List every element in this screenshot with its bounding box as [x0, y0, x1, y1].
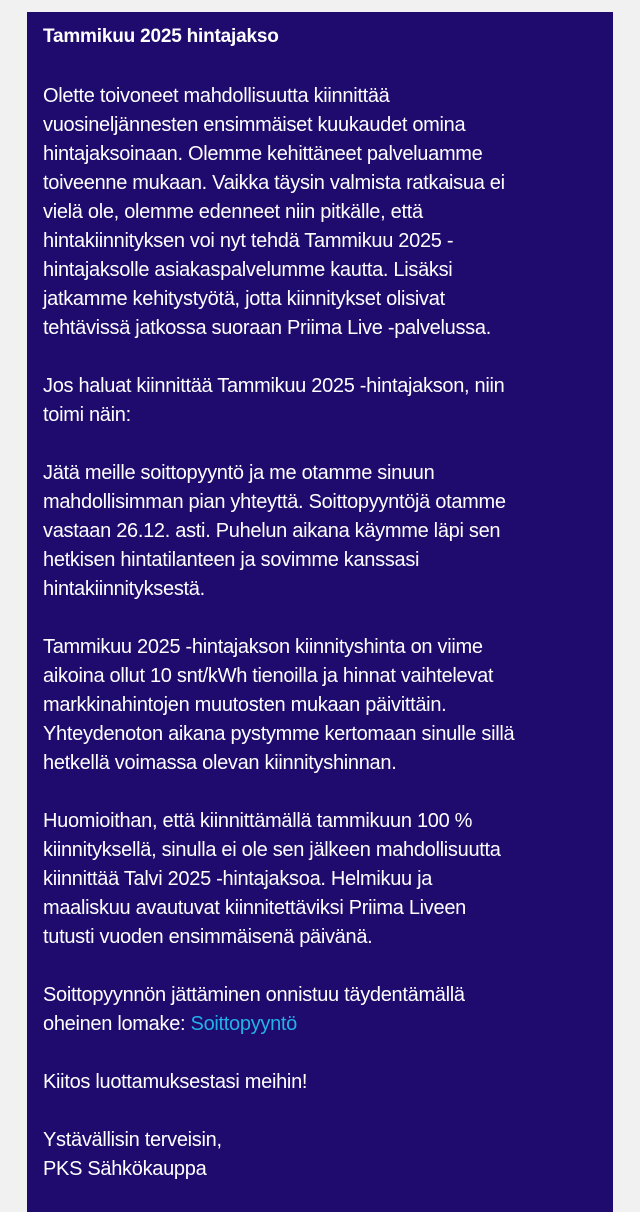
- text-line: vuosineljännesten ensimmäiset kuukaudet omina: [43, 114, 466, 136]
- text-line: toimi näin:: [43, 404, 131, 426]
- text-line: kiinnityksellä, sinulla ei ole sen jälkeen mahdollisuutta: [43, 839, 501, 861]
- text-line: mahdollisimman pian yhteyttä. Soittopyyntöjä otamme: [43, 491, 506, 513]
- text-line: Soittopyynnön jättäminen onnistuu täydentämällä: [43, 984, 465, 1006]
- text-line: aikoina ollut 10 snt/kWh tienoilla ja hinnat vaihtelevat: [43, 665, 494, 687]
- thanks-text: Kiitos luottamuksestasi meihin!: [43, 1071, 308, 1093]
- closing: [43, 1126, 613, 1184]
- text-line: maaliskuu avautuvat kiinnitettäviksi Priima Liveen: [43, 897, 466, 919]
- text-line: hintajaksoinaan. Olemme kehittäneet palveluamme: [43, 143, 483, 165]
- text-line: hintakiinnityksestä.: [43, 578, 205, 600]
- message-title: Tammikuu 2025 hintajakso: [43, 26, 279, 47]
- paragraph: [43, 807, 613, 952]
- message-panel: [27, 12, 613, 1212]
- text-line: hintajaksolle asiakaspalvelumme kautta. Lisäksi: [43, 259, 453, 281]
- text-line: vielä ole, olemme edenneet niin pitkälle, että: [43, 201, 423, 223]
- text-line: vastaan 26.12. asti. Puhelun aikana käymme läpi sen: [43, 520, 501, 542]
- text-line: Olette toivoneet mahdollisuutta kiinnittää: [43, 85, 390, 107]
- text-line: tutusti vuoden ensimmäisenä päivänä.: [43, 926, 373, 948]
- callback-request-link[interactable]: Soittopyyntö: [190, 1013, 297, 1035]
- text-line: Jätä meille soittopyyntö ja me otamme sinuun: [43, 462, 435, 484]
- greeting: Ystävällisin terveisin,: [43, 1129, 222, 1151]
- signature: PKS Sähkökauppa: [43, 1158, 207, 1180]
- form-paragraph: [43, 981, 613, 1039]
- text-line: kiinnittää Talvi 2025 -hintajaksoa. Helmikuu ja: [43, 868, 433, 890]
- text-line: hetkellä voimassa olevan kiinnityshinnan.: [43, 752, 397, 774]
- text-line: jatkamme kehitystyötä, jotta kiinnitykset olisivat: [43, 288, 445, 310]
- text-line: toiveenne mukaan. Vaikka täysin valmista ratkaisua ei: [43, 172, 505, 194]
- text-line: hintakiinnityksen voi nyt tehdä Tammikuu 2025 -: [43, 230, 454, 252]
- text-line: tehtävissä jatkossa suoraan Priima Live -palvelussa.: [43, 317, 491, 339]
- text-line: Yhteydenoton aikana pystymme kertomaan sinulle sillä: [43, 723, 515, 745]
- paragraph: [43, 82, 613, 343]
- text-line: Jos haluat kiinnittää Tammikuu 2025 -hintajakson, niin: [43, 375, 505, 397]
- text-line: hetkisen hintatilanteen ja sovimme kanssasi: [43, 549, 420, 571]
- paragraph: [43, 372, 613, 430]
- text-line: Tammikuu 2025 -hintajakson kiinnityshinta on viime: [43, 636, 483, 658]
- text-line: markkinahintojen muutosten mukaan päivittäin.: [43, 694, 447, 716]
- text-line: Huomioithan, että kiinnittämällä tammikuun 100 %: [43, 810, 473, 832]
- paragraph: [43, 459, 613, 604]
- paragraph: [43, 633, 613, 778]
- text: oheinen lomake:: [43, 1013, 191, 1035]
